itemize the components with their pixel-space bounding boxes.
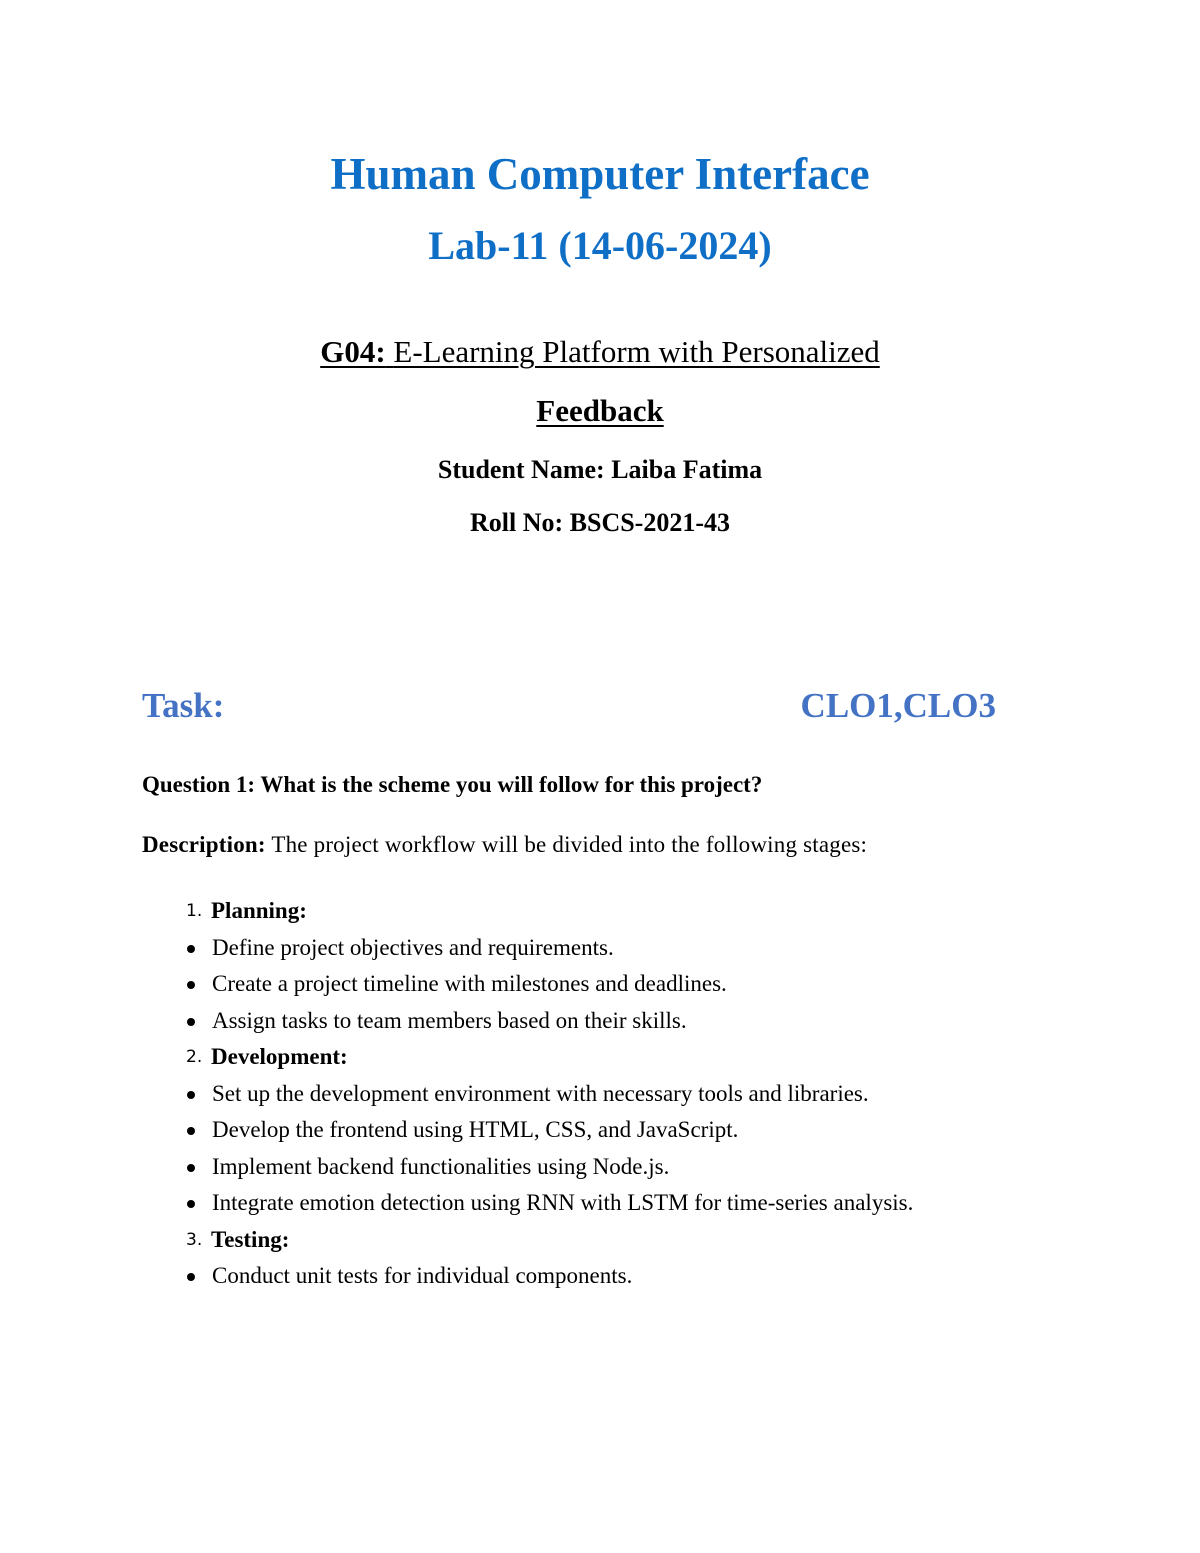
stage-title: Testing:	[211, 1226, 290, 1252]
stage-planning	[142, 893, 1058, 930]
bullet-icon	[187, 1127, 195, 1135]
list-item	[142, 1003, 1058, 1040]
project-title-text: E-Learning Platform with Personalized	[393, 334, 880, 369]
list-item-text: Create a project timeline with milestones and deadlines.	[212, 971, 727, 996]
list-item	[142, 966, 1058, 1003]
roll-number: Roll No: BSCS-2021-43	[469, 508, 730, 537]
list-item-text: Assign tasks to team members based on their skills.	[212, 1007, 687, 1033]
planning-bullets	[142, 930, 1058, 1040]
project-code: G04:	[320, 334, 386, 369]
task-heading-row	[142, 686, 996, 736]
question-1: Question 1: What is the scheme you will follow for this project?	[142, 772, 763, 797]
project-title-line1	[0, 334, 1200, 370]
list-item	[142, 1112, 1058, 1149]
description-lead: Description:	[142, 832, 266, 857]
list-item	[142, 930, 1058, 967]
list-item	[142, 1076, 1058, 1113]
testing-bullets	[142, 1258, 1058, 1295]
student-name: Student Name: Laiba Fatima	[437, 455, 763, 484]
list-item-text: Implement backend functionalities using Node.js.	[212, 1153, 670, 1179]
development-bullets	[142, 1076, 1058, 1222]
bullet-icon	[187, 1018, 195, 1026]
bullet-icon	[187, 945, 195, 953]
list-item-text: Conduct unit tests for individual components.	[212, 1263, 633, 1288]
lab-subtitle: Lab-11 (14-06-2024)	[428, 223, 772, 268]
bullet-icon	[187, 981, 195, 989]
document-title: Human Computer Interface	[330, 149, 870, 199]
stage-number: 2.	[186, 1047, 203, 1067]
stage-number: 3.	[186, 1229, 203, 1250]
stage-list	[142, 893, 1058, 1295]
stage-title: Planning:	[211, 898, 307, 923]
list-item	[142, 1149, 1058, 1186]
description	[142, 832, 867, 858]
project-title-line2: Feedback	[536, 393, 664, 428]
bullet-icon	[187, 1091, 195, 1099]
clo-label: CLO1,CLO3	[800, 686, 996, 725]
list-item-text: Set up the development environment with necessary tools and libraries.	[212, 1080, 869, 1106]
description-text: The project workflow will be divided into the following stages:	[265, 832, 868, 857]
list-item-text: Develop the frontend using HTML, CSS, and JavaScript.	[212, 1117, 739, 1142]
list-item	[142, 1185, 1058, 1222]
bullet-icon	[187, 1273, 195, 1281]
stage-testing	[142, 1222, 1058, 1259]
stage-development	[142, 1039, 1058, 1076]
list-item-text: Define project objectives and requirements.	[212, 934, 614, 960]
stage-title: Development:	[211, 1044, 348, 1069]
stage-number: 1.	[186, 901, 203, 921]
task-label: Task:	[142, 686, 225, 725]
bullet-icon	[187, 1200, 195, 1208]
list-item	[142, 1258, 1058, 1295]
bullet-icon	[187, 1164, 195, 1172]
list-item-text: Integrate emotion detection using RNN with LSTM for time-series analysis.	[212, 1190, 914, 1215]
